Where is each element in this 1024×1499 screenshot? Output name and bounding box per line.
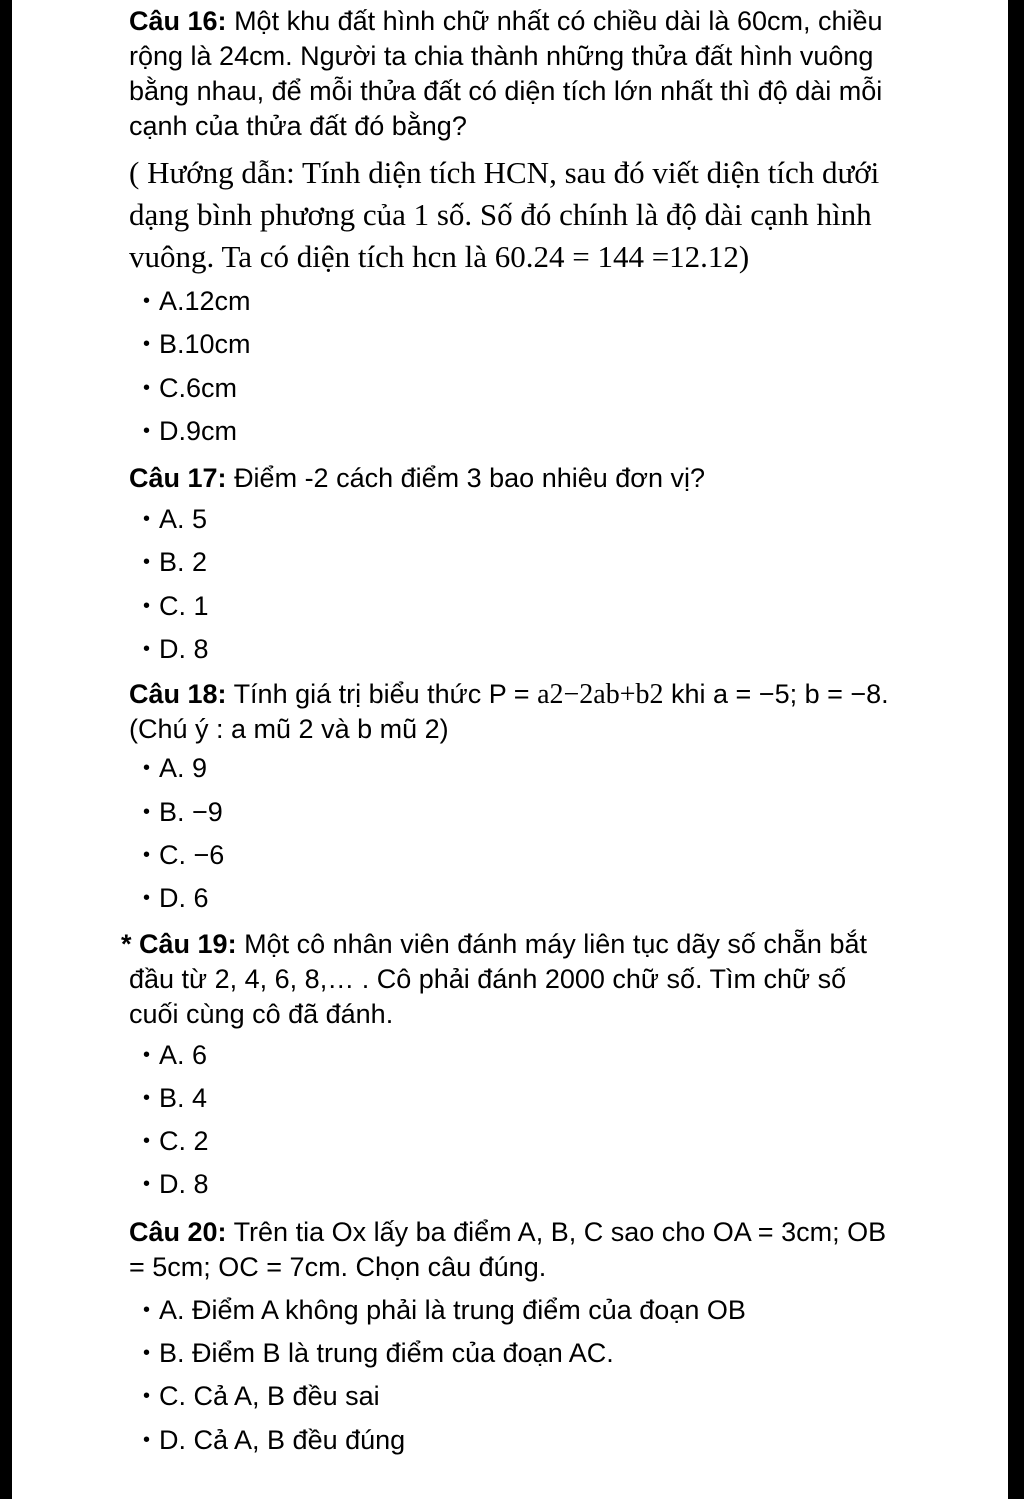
bullet-icon: •: [143, 1298, 151, 1321]
option-a[interactable]: [143, 1289, 899, 1332]
question-19-text: [121, 927, 899, 1032]
question-18-text: [129, 677, 899, 747]
bullet-icon: •: [143, 887, 151, 910]
option-text: A.12cm: [159, 286, 251, 316]
bullet-icon: •: [143, 376, 151, 399]
option-d[interactable]: [143, 877, 899, 920]
question-18-body-start: Tính giá trị biểu thức P =: [233, 679, 538, 710]
question-17-body: Điểm -2 cách điểm 3 bao nhiêu đơn vị?: [234, 463, 706, 494]
option-text: A. Điểm A không phải là trung điểm của đoạn OB: [159, 1294, 746, 1325]
question-16-label: Câu 16:: [129, 6, 227, 36]
option-text: A. 9: [159, 753, 208, 784]
bullet-icon: •: [143, 843, 151, 866]
option-a[interactable]: [143, 1034, 899, 1077]
question-18-expression: a2−2ab+b2: [537, 679, 664, 711]
question-16-options: [129, 280, 899, 453]
option-c[interactable]: [143, 834, 899, 877]
option-text: B. 2: [159, 547, 208, 578]
question-20: [129, 1215, 899, 1462]
bullet-icon: •: [143, 1173, 151, 1196]
question-16: [129, 0, 899, 453]
option-a[interactable]: [143, 747, 899, 790]
option-a[interactable]: [143, 498, 899, 541]
bullet-icon: •: [143, 1130, 151, 1153]
question-20-body: Trên tia Ox lấy ba điểm A, B, C sao cho OA = 3cm; OB = 5cm; OC = 7cm. Chọn câu đúng.: [129, 1216, 887, 1282]
bullet-icon: •: [143, 757, 151, 780]
question-19-label: Câu 19:: [139, 928, 237, 959]
option-text: D. 8: [159, 634, 209, 665]
bullet-icon: •: [143, 1385, 151, 1408]
question-18-body-end: khi a = −5; b = −8. (Chú ý : a mũ 2 và b mũ 2): [129, 679, 889, 745]
option-c[interactable]: [143, 1120, 899, 1163]
option-text: B. 4: [159, 1082, 208, 1113]
question-16-text: [129, 4, 899, 144]
question-16-hint: ( Hướng dẫn: Tính diện tích HCN, sau đó viết diện tích dưới dạng bình phương của 1 số. Số đó chính là độ dài cạnh hình vuông. Ta có diện tích hcn là 60.24 = 144 =12.12): [129, 155, 880, 274]
question-20-options: [129, 1289, 899, 1462]
bullet-icon: •: [143, 333, 151, 356]
question-19: [121, 927, 899, 1207]
option-b[interactable]: [143, 1332, 899, 1375]
option-text: C.6cm: [159, 372, 238, 403]
option-text: B.10cm: [159, 329, 251, 360]
option-text: D. 6: [159, 883, 209, 914]
bullet-icon: •: [143, 551, 151, 574]
option-text: D. 8: [159, 1169, 209, 1200]
bullet-icon: •: [143, 638, 151, 661]
question-20-text: [129, 1215, 899, 1285]
option-b[interactable]: [143, 791, 899, 834]
question-17-options: [129, 498, 899, 671]
question-20-label: Câu 20:: [129, 1216, 227, 1247]
option-b[interactable]: [143, 541, 899, 584]
question-19-star-marker: *: [121, 928, 132, 959]
left-black-border: [0, 0, 12, 1499]
option-text: A. 5: [159, 504, 208, 535]
option-text: C. 2: [159, 1126, 209, 1157]
question-18-label: Câu 18:: [129, 679, 227, 710]
bullet-icon: •: [143, 419, 151, 442]
option-c[interactable]: [143, 1375, 899, 1418]
bullet-icon: •: [143, 594, 151, 617]
question-19-body: Một cô nhân viên đánh máy liên tục dãy số chẵn bắt đầu từ 2, 4, 6, 8,… . Cô phải đánh 2000 chữ số. Tìm chữ số cuối cùng cô đã đánh.: [129, 928, 867, 1029]
option-text: B. Điểm B là trung điểm của đoạn AC.: [159, 1338, 614, 1369]
question-17-label: Câu 17:: [129, 463, 227, 494]
option-text: C. −6: [159, 839, 225, 870]
option-c[interactable]: [143, 585, 899, 628]
bullet-icon: •: [143, 1428, 151, 1451]
option-a[interactable]: [143, 280, 899, 323]
question-19-options: [129, 1034, 899, 1207]
option-d[interactable]: [143, 410, 899, 453]
bullet-icon: •: [143, 508, 151, 531]
worksheet: [121, 0, 899, 1462]
option-b[interactable]: [143, 1077, 899, 1120]
option-text: B. −9: [159, 796, 223, 827]
option-text: D. Cả A, B đều đúng: [159, 1424, 406, 1455]
bullet-icon: •: [143, 800, 151, 823]
right-black-border: [1008, 0, 1024, 1499]
bullet-icon: •: [143, 1086, 151, 1109]
bullet-icon: •: [143, 1342, 151, 1365]
option-d[interactable]: [143, 1163, 899, 1206]
option-d[interactable]: [143, 628, 899, 671]
option-text: A. 6: [159, 1039, 208, 1070]
bullet-icon: •: [143, 290, 151, 312]
question-18: [129, 677, 899, 920]
option-text: D.9cm: [159, 415, 238, 446]
option-text: C. 1: [159, 590, 209, 621]
bullet-icon: •: [143, 1043, 151, 1066]
option-b[interactable]: [143, 323, 899, 366]
question-18-options: [129, 747, 899, 920]
option-text: C. Cả A, B đều sai: [159, 1381, 380, 1412]
option-c[interactable]: [143, 367, 899, 410]
question-17-text: [129, 461, 899, 496]
option-d[interactable]: [143, 1419, 899, 1462]
question-16-body: Một khu đất hình chữ nhất có chiều dài là 60cm, chiều rộng là 24cm. Người ta chia thành những thửa đất hình vuông bằng nhau, để mỗi thửa đất có diện tích lớn nhất thì độ dài mỗi cạnh của thửa đất đó bằng?: [129, 6, 883, 141]
question-17: [129, 461, 899, 671]
